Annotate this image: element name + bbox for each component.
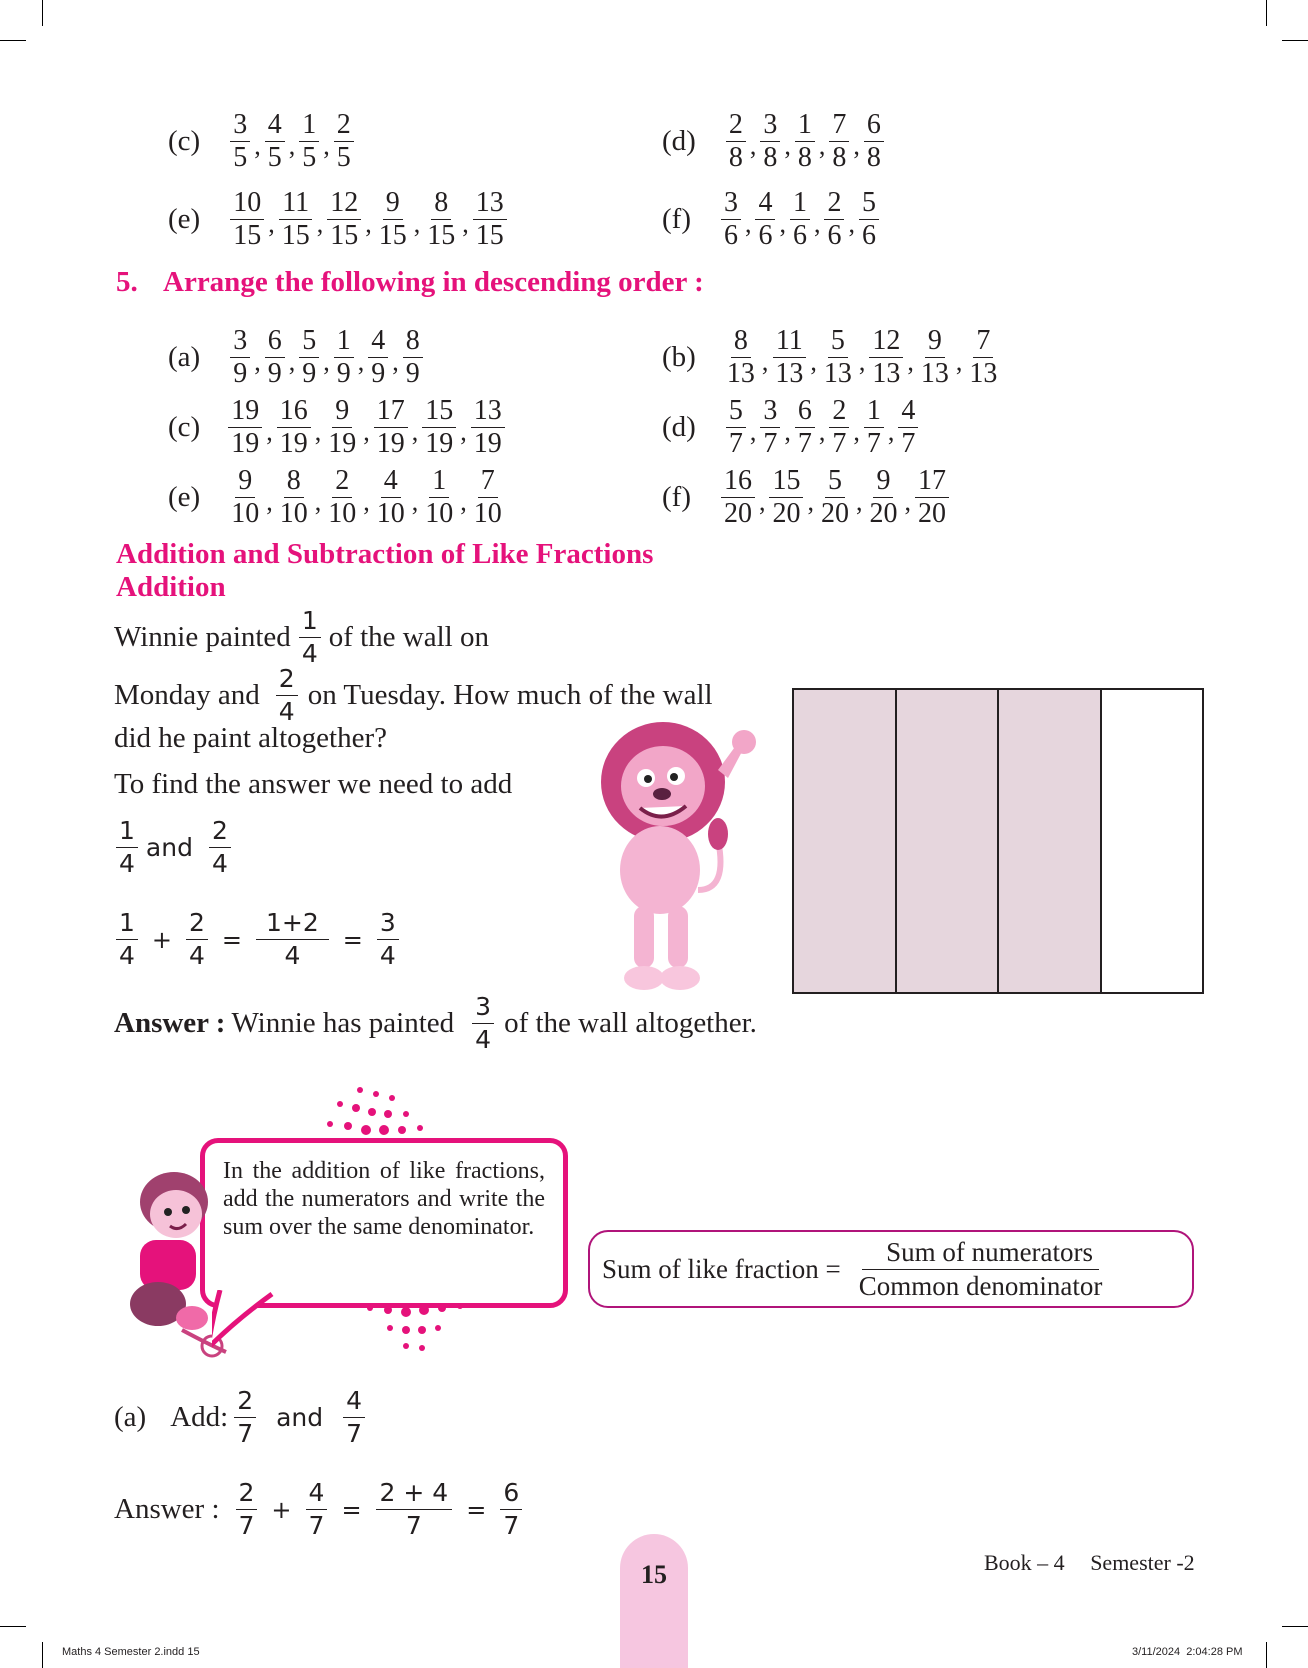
fraction: $\frac{1}{5}$ [299, 110, 319, 173]
fraction: $\frac{1}{6}$ [790, 188, 810, 251]
fraction: $\frac{4}{7}$ [306, 1478, 328, 1541]
fraction: $\frac{2}{7}$ [829, 396, 849, 459]
story-line-3: did he paint altogether? [114, 722, 387, 754]
fraction: $\frac{2}{7}$ [236, 1478, 258, 1541]
fraction: $\frac{1+2}{4}$ [256, 908, 329, 971]
question-title: Arrange the following in descending order : [163, 266, 704, 298]
fraction: $\frac{4}{6}$ [755, 188, 775, 251]
story-text: of the wall on [328, 621, 489, 653]
q5-row-a: (a) $\frac{3}{9}$ , $\frac{6}{9}$ , $\frac{5}{9}$ , $\frac{1}{9}$ , $\frac{4}{9}$ , $\frac{8}{9}$ [168, 326, 425, 389]
fraction: $\frac{12}{15}$ [327, 188, 361, 251]
answer-line [114, 992, 757, 1055]
ex4-row-e: (e) $\frac{10}{15}$ , $\frac{11}{15}$ , $\frac{12}{15}$ , $\frac{9}{15}$ , $\frac{8}{15}$ , $\frac{13}{15}$ [168, 188, 509, 251]
q5-row-c: (c) $\frac{19}{19}$ , $\frac{16}{19}$ , $\frac{9}{19}$ , $\frac{17}{19}$ , $\frac{15}{19}$ , $\frac{13}{19}$ [168, 396, 507, 459]
page-number: 15 [641, 1560, 667, 1589]
fraction: $\frac{7}{10}$ [473, 465, 502, 529]
fraction: $\frac{13}{15}$ [473, 188, 507, 251]
fraction: $\frac{3}{4}$ [472, 992, 494, 1055]
page-number-tab [620, 1534, 688, 1668]
dots-decoration [340, 1300, 500, 1360]
fraction: $\frac{17}{19}$ [374, 396, 408, 459]
item-label: (d) [662, 411, 696, 443]
item-label: (c) [168, 411, 201, 443]
answer-label: Answer : [114, 1007, 226, 1039]
fraction: $\frac{3}{7}$ [760, 396, 780, 459]
fraction: $\frac{1}{8}$ [795, 110, 815, 173]
fraction: $\frac{4}{9}$ [368, 326, 388, 389]
formula-denominator: Common denominator [858, 1270, 1103, 1301]
section-subtitle: Addition [116, 571, 226, 603]
crop-mark [0, 40, 26, 41]
fraction: $\frac{5}{6}$ [859, 188, 879, 251]
fraction: $\frac{12}{13}$ [869, 326, 903, 389]
fraction: $\frac{4}{7}$ [898, 396, 918, 459]
fraction: $\frac{3}{4}$ [377, 908, 399, 971]
fraction: $\frac{2}{4}$ [186, 908, 208, 971]
example-a-answer [114, 1478, 524, 1541]
section-title: Addition and Subtraction of Like Fractions [116, 538, 654, 570]
fraction: $\frac{9}{13}$ [920, 325, 949, 389]
equals-sign: = [341, 1495, 362, 1524]
fraction: $\frac{15}{19}$ [422, 396, 456, 459]
question-5-heading [116, 266, 704, 299]
fraction: $\frac{8}{10}$ [279, 465, 308, 529]
example-a-question [114, 1386, 367, 1449]
fraction: $\frac{19}{19}$ [228, 396, 262, 459]
fraction: $\frac{3}{9}$ [230, 326, 250, 389]
fraction: $\frac{3}{6}$ [721, 188, 741, 251]
q5-row-e: (e) $\frac{9}{10}$ , $\frac{8}{10}$ , $\frac{2}{10}$ , $\frac{4}{10}$ , $\frac{1}{10}$ , $\frac{7}{10}$ [168, 466, 507, 529]
equals-sign: = [466, 1495, 487, 1524]
fraction: $\frac{9}{20}$ [869, 465, 898, 529]
story-line-1 [114, 606, 489, 669]
wall-part-painted [999, 690, 1102, 992]
wall-part-painted [897, 690, 1000, 992]
question-number: 5. [116, 266, 138, 298]
print-timestamp: 3/11/2024 2:04:28 PM [1132, 1646, 1243, 1658]
file-slug: Maths 4 Semester 2.indd 15 [62, 1646, 200, 1658]
add-word: Add: [170, 1401, 229, 1433]
plus-sign: + [151, 925, 173, 954]
crop-mark [1282, 40, 1308, 41]
item-label: (d) [662, 125, 696, 157]
item-label: (c) [168, 125, 201, 157]
fraction: $\frac{8}{13}$ [726, 325, 755, 389]
fraction: $\frac{16}{20}$ [721, 466, 755, 529]
and-word: and [276, 1403, 324, 1432]
fraction: $\frac{2}{6}$ [824, 188, 844, 251]
and-word: and [145, 833, 193, 862]
fraction: $\frac{17}{20}$ [915, 466, 949, 529]
fraction: $\frac{2}{8}$ [726, 110, 746, 173]
equals-sign: = [221, 925, 243, 954]
fraction: $\frac{9}{15}$ [378, 187, 407, 251]
fraction: $\frac{4}{10}$ [376, 465, 405, 529]
fraction: $\frac{5}{20}$ [820, 465, 849, 529]
addition-equation [114, 908, 401, 971]
fraction: $\frac{4}{7}$ [343, 1386, 365, 1449]
fraction: $\frac{1}{4}$ [116, 816, 138, 879]
note-speech-bubble [200, 1138, 568, 1308]
fraction: $\frac{2}{10}$ [328, 465, 357, 529]
fraction: $\frac{2}{4}$ [209, 816, 231, 879]
answer-label: Answer : [114, 1493, 220, 1525]
fraction: $\frac{10}{15}$ [230, 188, 264, 251]
answer-text: Winnie has painted [231, 1007, 455, 1039]
fraction: $\frac{2 + 4}{7}$ [376, 1478, 453, 1541]
book-label: Book – 4 [984, 1550, 1065, 1575]
semester-label: Semester -2 [1090, 1550, 1195, 1575]
item-label: (b) [662, 341, 696, 373]
crop-mark [1282, 1626, 1308, 1627]
bubble-tail [212, 1290, 282, 1350]
item-label: (f) [662, 203, 691, 235]
fraction: $\frac{1}{4}$ [299, 606, 321, 669]
add-fractions-statement [114, 816, 233, 879]
fraction: $\frac{8}{9}$ [403, 326, 423, 389]
ex4-row-f: (f) $\frac{3}{6}$ , $\frac{4}{6}$ , $\frac{1}{6}$ , $\frac{2}{6}$ , $\frac{5}{6}$ [662, 188, 881, 251]
formula-numerator: Sum of numerators [862, 1237, 1099, 1270]
section-heading [116, 538, 653, 604]
wall-part-painted [794, 690, 897, 992]
fraction: $\frac{9}{19}$ [328, 395, 357, 459]
fraction: $\frac{2}{5}$ [334, 110, 354, 173]
item-label: (a) [168, 341, 201, 373]
formula-left: Sum of like fraction = [602, 1253, 841, 1284]
fraction: $\frac{15}{20}$ [769, 466, 803, 529]
ex4-row-d: (d) $\frac{2}{8}$ , $\frac{3}{8}$ , $\frac{1}{8}$ , $\frac{7}{8}$ , $\frac{6}{8}$ [662, 110, 886, 173]
item-label: (e) [168, 481, 201, 513]
equals-sign: = [342, 925, 363, 954]
crop-mark [42, 1642, 43, 1668]
fraction: $\frac{3}{5}$ [230, 110, 250, 173]
q5-row-d: (d) $\frac{5}{7}$ , $\frac{3}{7}$ , $\frac{6}{7}$ , $\frac{2}{7}$ , $\frac{1}{7}$ , $\frac{4}{7}$ [662, 396, 920, 459]
book-info [984, 1550, 1195, 1576]
fraction: $\frac{2}{7}$ [234, 1386, 256, 1449]
wall-part-unpainted [1102, 690, 1203, 992]
q5-row-b: (b) $\frac{8}{13}$ , $\frac{11}{13}$ , $\frac{5}{13}$ , $\frac{12}{13}$ , $\frac{9}{13}$ , $\frac{7}{13}$ [662, 326, 1002, 389]
fraction: $\frac{6}{7}$ [500, 1478, 522, 1541]
story-line-2 [114, 664, 713, 727]
fraction: $\frac{1}{9}$ [334, 326, 354, 389]
note-text: In the addition of like fractions, add the numerators and write the sum over the same denominator. [223, 1158, 545, 1240]
fraction: $\frac{5}{9}$ [299, 326, 319, 389]
fraction: $\frac{7}{13}$ [969, 325, 998, 389]
fraction: $\frac{5}{7}$ [726, 396, 746, 459]
answer-text: of the wall altogether. [504, 1007, 757, 1039]
fraction: $\frac{6}{7}$ [795, 396, 815, 459]
story-text: Winnie painted [114, 621, 291, 653]
fraction: $\frac{2}{4}$ [276, 664, 298, 727]
dots-decoration [310, 1084, 470, 1144]
story-line-4: To find the answer we need to add [114, 768, 513, 800]
ex4-row-c: (c) $\frac{3}{5}$ , $\frac{4}{5}$ , $\frac{1}{5}$ , $\frac{2}{5}$ [168, 110, 356, 173]
story-text: on Tuesday. How much of the wall [307, 679, 713, 711]
crop-mark [1266, 0, 1267, 26]
fraction: $\frac{1}{7}$ [864, 396, 884, 459]
fraction: $\frac{6}{9}$ [265, 326, 285, 389]
fraction: $\frac{1}{4}$ [116, 908, 138, 971]
wall-fraction-diagram [792, 688, 1204, 994]
fraction: $\frac{13}{19}$ [471, 396, 505, 459]
fraction: $\frac{8}{15}$ [427, 187, 456, 251]
crop-mark [0, 1626, 26, 1627]
fraction: $\frac{1}{10}$ [425, 465, 454, 529]
fraction: $\frac{4}{5}$ [265, 110, 285, 173]
lion-illustration [568, 720, 768, 998]
crop-mark [1266, 1642, 1267, 1668]
fraction: $\frac{9}{10}$ [231, 465, 260, 529]
fraction: $\frac{5}{13}$ [823, 325, 852, 389]
sum-like-fractions-formula [588, 1230, 1194, 1308]
fraction: $\frac{16}{19}$ [277, 396, 311, 459]
fraction: $\frac{11}{15}$ [279, 188, 313, 251]
story-text: Monday and [114, 679, 260, 711]
fraction: $\frac{11}{13}$ [772, 326, 806, 389]
plus-sign: + [271, 1495, 292, 1524]
crop-mark [42, 0, 43, 26]
fraction: $\frac{3}{8}$ [760, 110, 780, 173]
fraction: $\frac{7}{8}$ [829, 110, 849, 173]
item-label: (a) [114, 1401, 147, 1433]
q5-row-f: (f) $\frac{16}{20}$ , $\frac{15}{20}$ , $\frac{5}{20}$ , $\frac{9}{20}$ , $\frac{17}{20}$ [662, 466, 951, 529]
item-label: (e) [168, 203, 201, 235]
formula-fraction [853, 1237, 1109, 1302]
fraction: $\frac{6}{8}$ [864, 110, 884, 173]
item-label: (f) [662, 481, 691, 513]
